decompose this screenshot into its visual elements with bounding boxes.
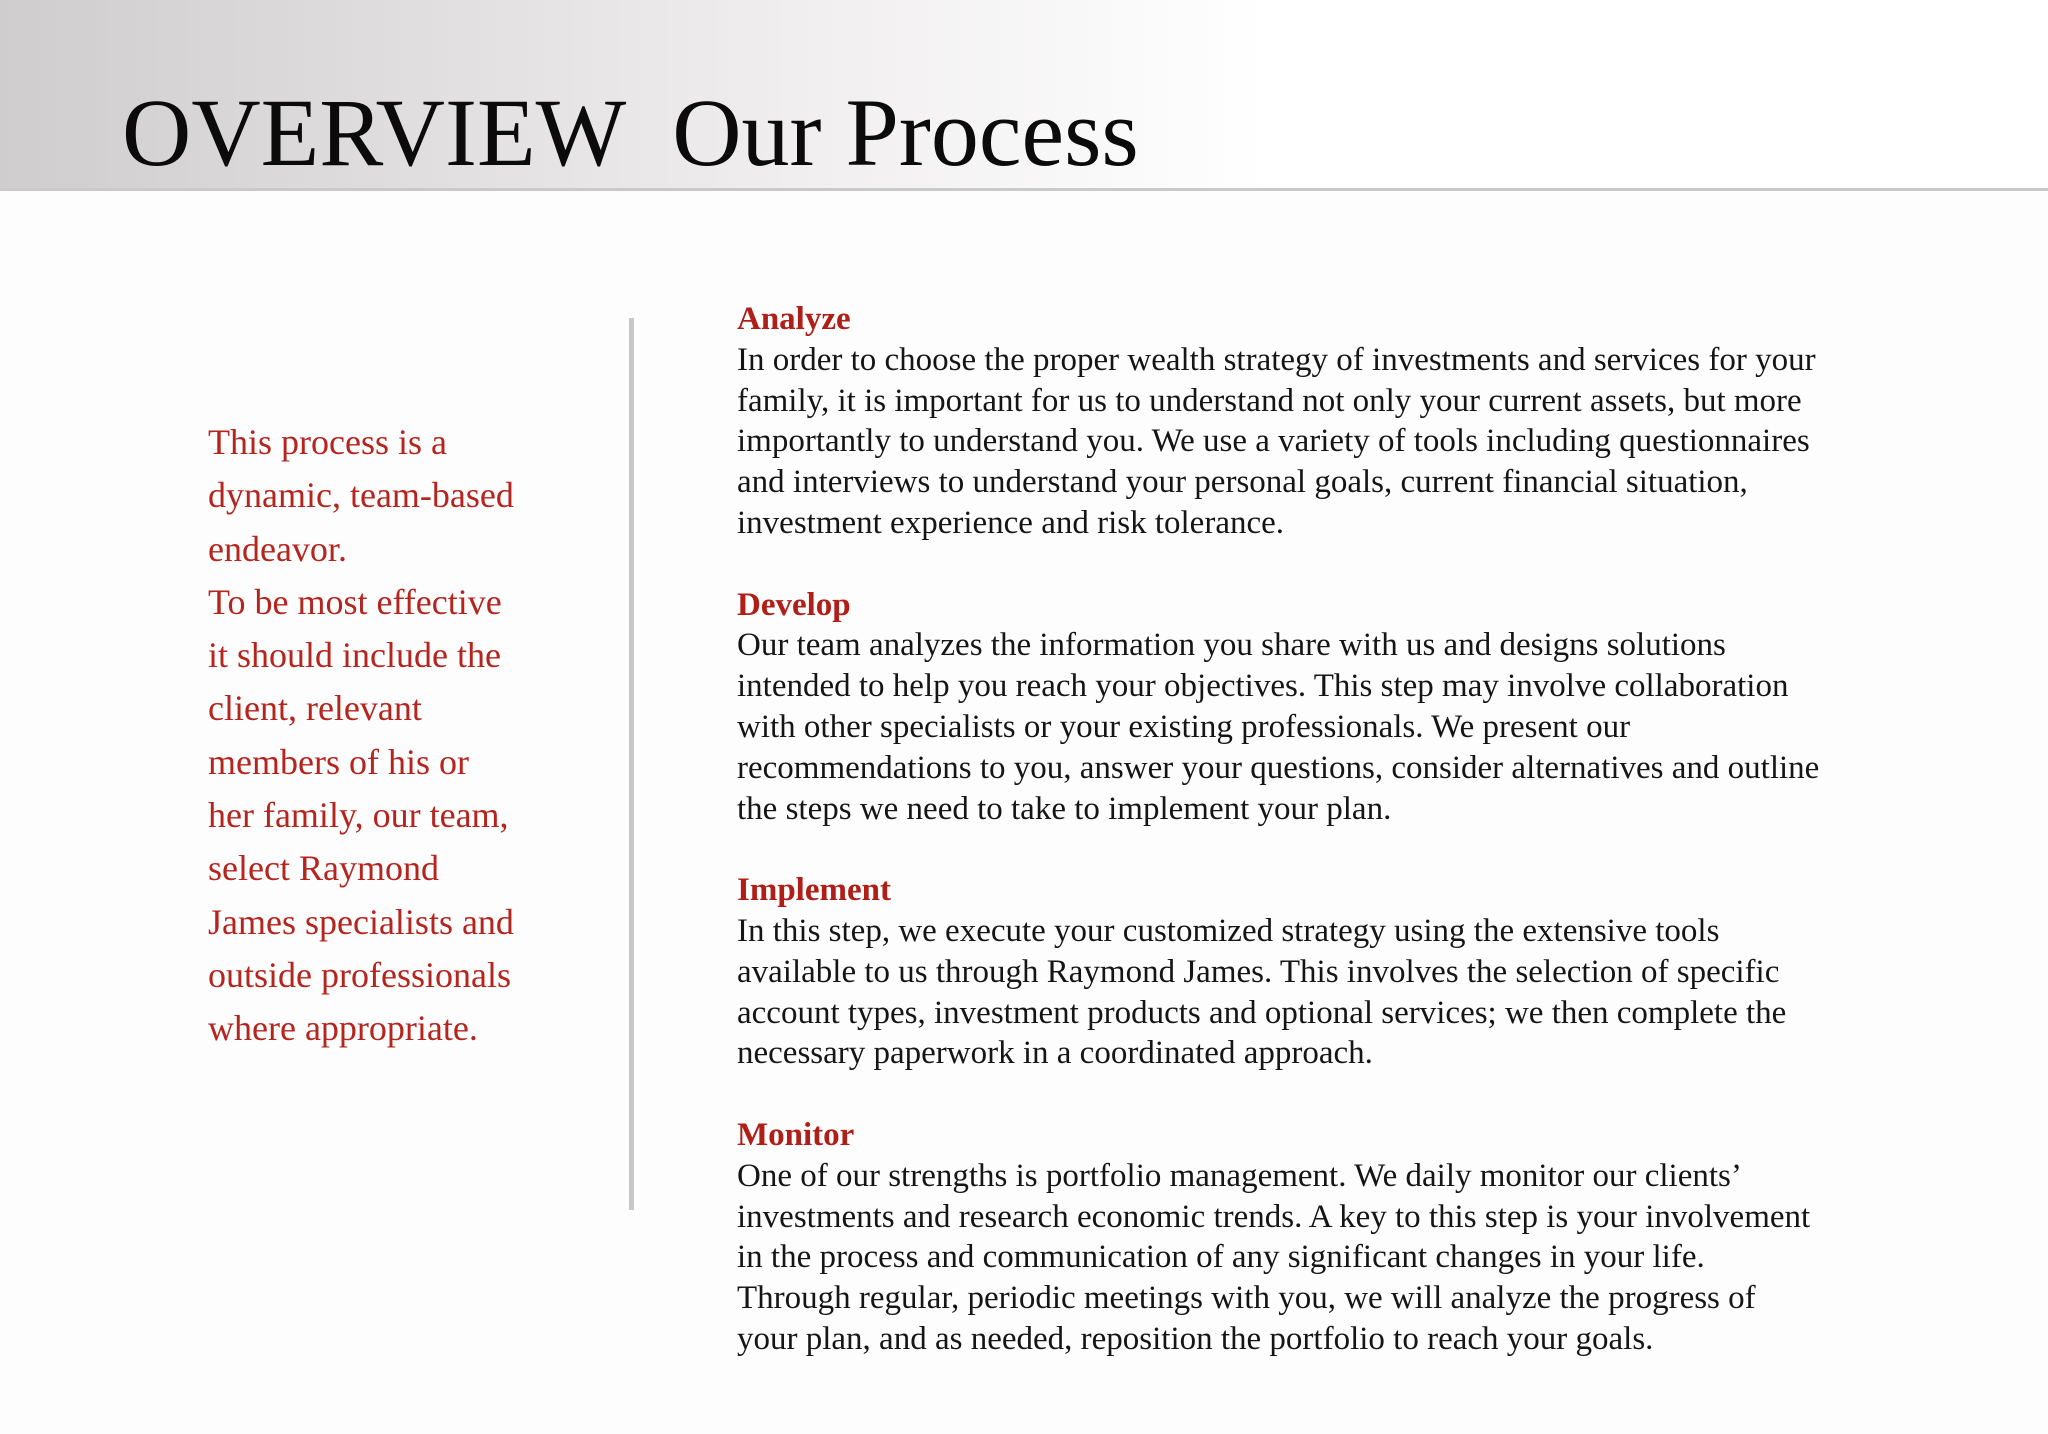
step-line: Through regular, periodic meetings with you, we will analyze the progress of (737, 1280, 1756, 1317)
step-line: your plan, and as needed, reposition the portfolio to reach your goals. (737, 1320, 1654, 1357)
step-description (737, 625, 1977, 829)
step-line: necessary paperwork in a coordinated approach. (737, 1035, 1373, 1072)
step-line: intended to help you reach your objectives. This step may involve collaboration (737, 668, 1789, 705)
page-title-primary: OVERVIEW (122, 79, 627, 186)
sidebar-line: it should include the (208, 635, 501, 676)
step-description (737, 1156, 1977, 1360)
step-line: One of our strengths is portfolio management. We daily monitor our clients’ (737, 1157, 1742, 1194)
sidebar-line: client, relevant (208, 688, 422, 729)
sidebar-line: select Raymond (208, 848, 439, 889)
step-develop (737, 585, 1977, 830)
sidebar-line: endeavor. (208, 528, 347, 569)
step-heading: Implement (737, 872, 891, 909)
sidebar-line: To be most effective (208, 581, 502, 622)
step-line: Our team analyzes the information you share with us and designs solutions (737, 627, 1726, 664)
step-line: account types, investment products and optional services; we then complete the (737, 994, 1787, 1031)
step-line: the steps we need to take to implement your plan. (737, 790, 1392, 827)
step-implement (737, 870, 1977, 1074)
step-monitor (737, 1115, 1977, 1360)
step-line: recommendations to you, answer your questions, consider alternatives and outline (737, 749, 1820, 786)
step-line: investments and research economic trends. A key to this step is your involvement (737, 1198, 1811, 1235)
step-line: family, it is important for us to understand not only your current assets, but more (737, 382, 1802, 419)
sidebar-line: where appropriate. (208, 1008, 478, 1049)
step-description (737, 911, 1977, 1074)
step-line: in the process and communication of any significant changes in your life. (737, 1239, 1705, 1276)
process-steps (737, 299, 1977, 1401)
vertical-divider (629, 318, 634, 1210)
sidebar-line: outside professionals (208, 954, 511, 995)
sidebar-paragraph (208, 576, 568, 1056)
sidebar-line: James specialists and (208, 901, 514, 942)
sidebar-line: members of his or (208, 741, 469, 782)
sidebar-line: dynamic, team-based (208, 475, 514, 516)
page-title-secondary: Our Process (672, 79, 1139, 186)
sidebar-note (208, 416, 568, 1056)
sidebar-line: This process is a (208, 422, 447, 462)
step-analyze (737, 299, 1977, 544)
step-heading: Develop (737, 586, 851, 623)
step-heading: Analyze (737, 301, 851, 337)
step-description (737, 340, 1977, 544)
page-title (122, 78, 1139, 188)
step-line: importantly to understand you. We use a variety of tools including questionnaires (737, 423, 1810, 460)
step-line: In this step, we execute your customized strategy using the extensive tools (737, 912, 1720, 949)
step-line: available to us through Raymond James. This involves the selection of specific (737, 953, 1780, 990)
sidebar-line: her family, our team, (208, 795, 509, 836)
step-heading: Monitor (737, 1116, 855, 1153)
step-line: with other specialists or your existing professionals. We present our (737, 708, 1631, 745)
sidebar-paragraph (208, 416, 568, 576)
step-line: and interviews to understand your personal goals, current financial situation, (737, 464, 1748, 501)
step-line: In order to choose the proper wealth strategy of investments and services for your (737, 341, 1816, 378)
step-line: investment experience and risk tolerance. (737, 504, 1285, 541)
